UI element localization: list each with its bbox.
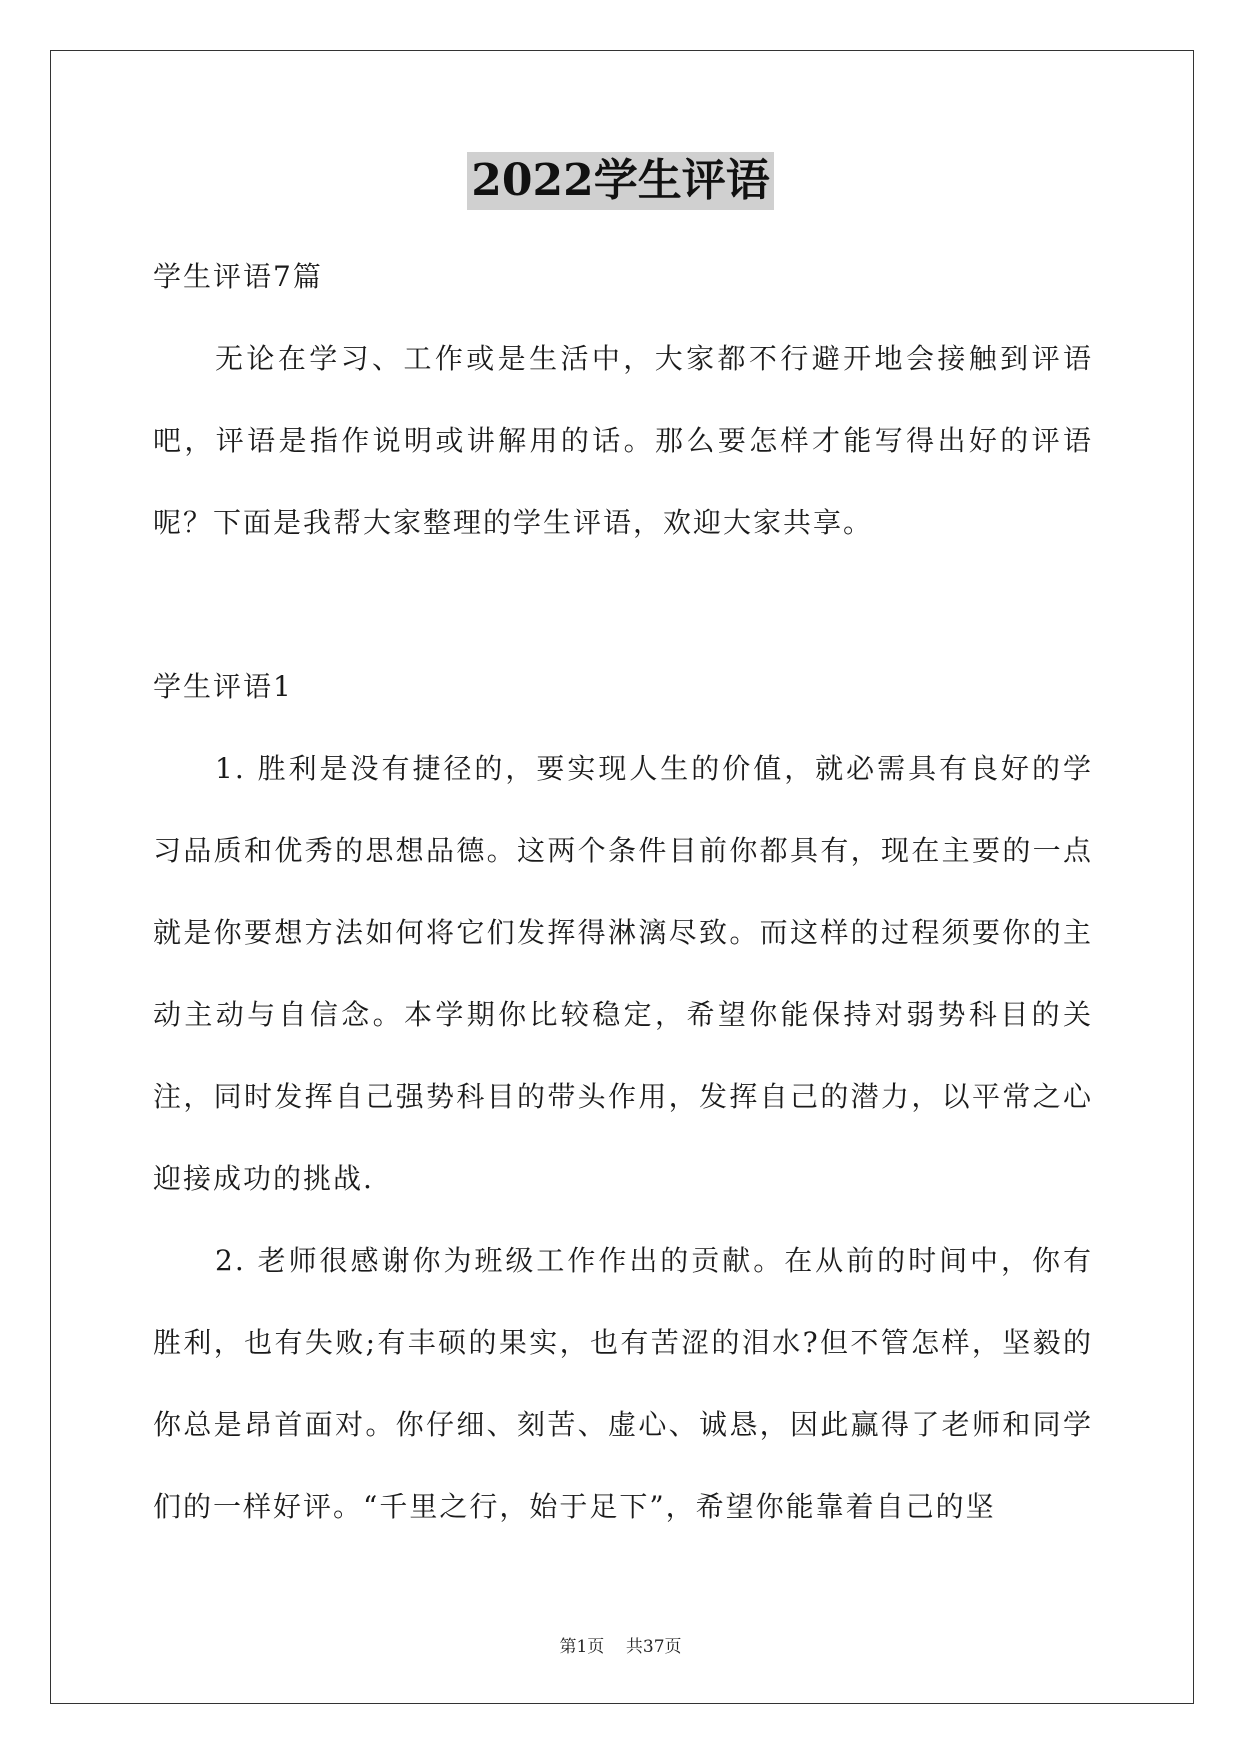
paragraph-spacer	[153, 564, 1093, 646]
comment-item-1: 1. 胜利是没有捷径的，要实现人生的价值，就必需具有良好的学习品质和优秀的思想品德。这两个条件目前你都具有，现在主要的一点就是你要想方法如何将它们发挥得淋漓尽致。而这样的过程须要你的主动主动与自信念。本学期你比较稳定，希望你能保持对弱势科目的关注，同时发挥自己强势科目的带头作用，发挥自己的潜力，以平常之心迎接成功的挑战.	[153, 752, 1093, 1195]
document-body	[153, 236, 1093, 1548]
page-number: 第1页	[559, 1637, 605, 1657]
page-total: 共37页	[625, 1637, 682, 1657]
page-footer	[0, 1632, 1241, 1657]
document-title: 2022学生评语	[467, 152, 773, 210]
title-container	[0, 152, 1241, 210]
comment-item-2: 2. 老师很感谢你为班级工作作出的贡献。在从前的时间中，你有胜利，也有失败;有丰硕的果实，也有苦涩的泪水?但不管怎样，坚毅的你总是昂首面对。你仔细、刻苦、虚心、诚恳，因此赢得了老师和同学们的一样好评。“千里之行，始于足下”，希望你能靠着自己的坚	[153, 1244, 1093, 1523]
intro-paragraph: 无论在学习、工作或是生活中，大家都不行避开地会接触到评语吧，评语是指作说明或讲解用的话。那么要怎样才能写得出好的评语呢？下面是我帮大家整理的学生评语，欢迎大家共享。	[153, 342, 1093, 539]
document-subtitle: 学生评语7篇	[153, 260, 323, 293]
section-heading: 学生评语1	[153, 670, 293, 703]
